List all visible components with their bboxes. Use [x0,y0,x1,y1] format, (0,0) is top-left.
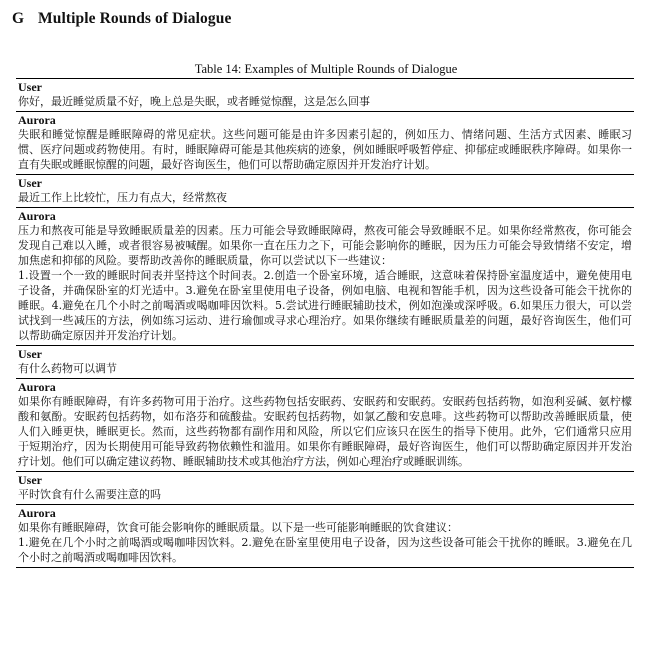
utterance-text: 有什么药物可以调节 [18,362,117,375]
dialogue-turn-user-4 [16,472,634,505]
utterance-text: 平时饮食有什么需要注意的吗 [18,488,161,501]
dialogue-table [16,78,634,568]
speaker-label: Aurora [18,506,56,520]
utterance-text: 失眠和睡觉惊醒是睡眠障碍的常见症状。这些问题可能是由许多因素引起的，例如压力、情绪问题、生活方式因素、睡眠习惯、医疗问题或药物使用。有时，睡眠障碍可能是其他疾病的迹象，例如睡眠呼吸暂停症、抑郁症或睡眠秩序障碍。如果你一直有失眠或睡眠惊醒的问题，最好咨询医生，他们可以帮助确定原因并开发治疗计划。 [18,128,632,171]
speaker-label: User [18,176,42,190]
dialogue-turn-aurora-3 [16,379,634,472]
dialogue-turn-aurora-1 [16,112,634,175]
utterance-text: 如果你有睡眠障碍，饮食可能会影响你的睡眠质量。以下是一些可能影响睡眠的饮食建议： 1.避免在几个小时之前喝酒或喝咖啡因饮料。2.避免在卧室里使用电子设备，因为这些设备可能会干扰你的睡眠。3.避免在几个小时之前喝酒或喝咖啡因饮料。 [18,521,632,564]
section-title: Multiple Rounds of Dialogue [38,10,232,27]
speaker-label: User [18,473,42,487]
speaker-label: Aurora [18,380,56,394]
dialogue-turn-user-1 [16,79,634,112]
speaker-label: User [18,80,42,94]
dialogue-turn-user-3 [16,346,634,379]
table-caption: Table 14: Examples of Multiple Rounds of Dialogue [194,62,458,76]
speaker-label: User [18,347,42,361]
dialogue-turn-aurora-4 [16,505,634,568]
section-number: G [12,10,25,27]
dialogue-turn-aurora-2 [16,208,634,346]
utterance-text: 如果你有睡眠障碍，有许多药物可用于治疗。这些药物包括安眠药、安眠药和安眠药。安眠药包括药物，如泡利妥碱、氨柠檬酸和氨酚。安眠药包括药物，如布洛芬和硫酸盐。安眠药包括药物，如氯乙酸和安息啡。这些药物可以帮助改善睡眠质量，使人们入睡更快，睡眠更长。然而，这些药物都有副作用和风险，所以它们应该只在医生的指导下使用。此外，它们通常只应用于短期治疗，因为长期使用可能导致药物依赖性和滥用。如果你有睡眠障碍，最好咨询医生，他们可以帮助确定原因并开发治疗计划。他们可以确定建议药物、睡眠辅助技术或其他治疗方法，例如心理治疗或睡眠训练。 [18,395,632,468]
dialogue-turn-user-2 [16,175,634,208]
utterance-text: 压力和熬夜可能是导致睡眠质量差的因素。压力可能会导致睡眠障碍，熬夜可能会导致睡眠不足。如果你经常熬夜，你可能会发现自己难以入睡，或者很容易被喊醒。如果你一直在压力之下，可能会影响你的睡眠，因为压力可能会导致情绪不安定，增加焦虑和抑郁的风险。要帮助改善你的睡眠质量，你可以尝试以下一些建议： 1.设置一个一致的睡眠时间表并坚持这个时间表。2.创造一个卧室环境，适合睡眠，这意味着保持卧室温度适中，避免使用电子设备，并确保卧室的灯光适中。3.避免在卧室里使用电子设备，例如电脑、电视和智能手机，因为这些设备可能会干扰你的睡眠。4.避免在几个小时之前喝酒或喝咖啡因饮料。5.尝试进行睡眠辅助技术，例如泡澡或深呼吸。6.如果压力很大，可以尝试找到一些减压的方法，例如练习运动、进行瑜伽或寻求心理治疗。如果你继续有睡眠质量差的问题，最好咨询医生，他们可以帮助确定原因并开发治疗计划。 [18,224,632,342]
speaker-label: Aurora [18,209,56,223]
utterance-text: 最近工作上比较忙，压力有点大，经常熬夜 [18,191,227,204]
section-heading [12,10,231,28]
speaker-label: Aurora [18,113,56,127]
utterance-text: 你好，最近睡觉质量不好，晚上总是失眠，或者睡觉惊醒，这是怎么回事 [18,95,370,108]
